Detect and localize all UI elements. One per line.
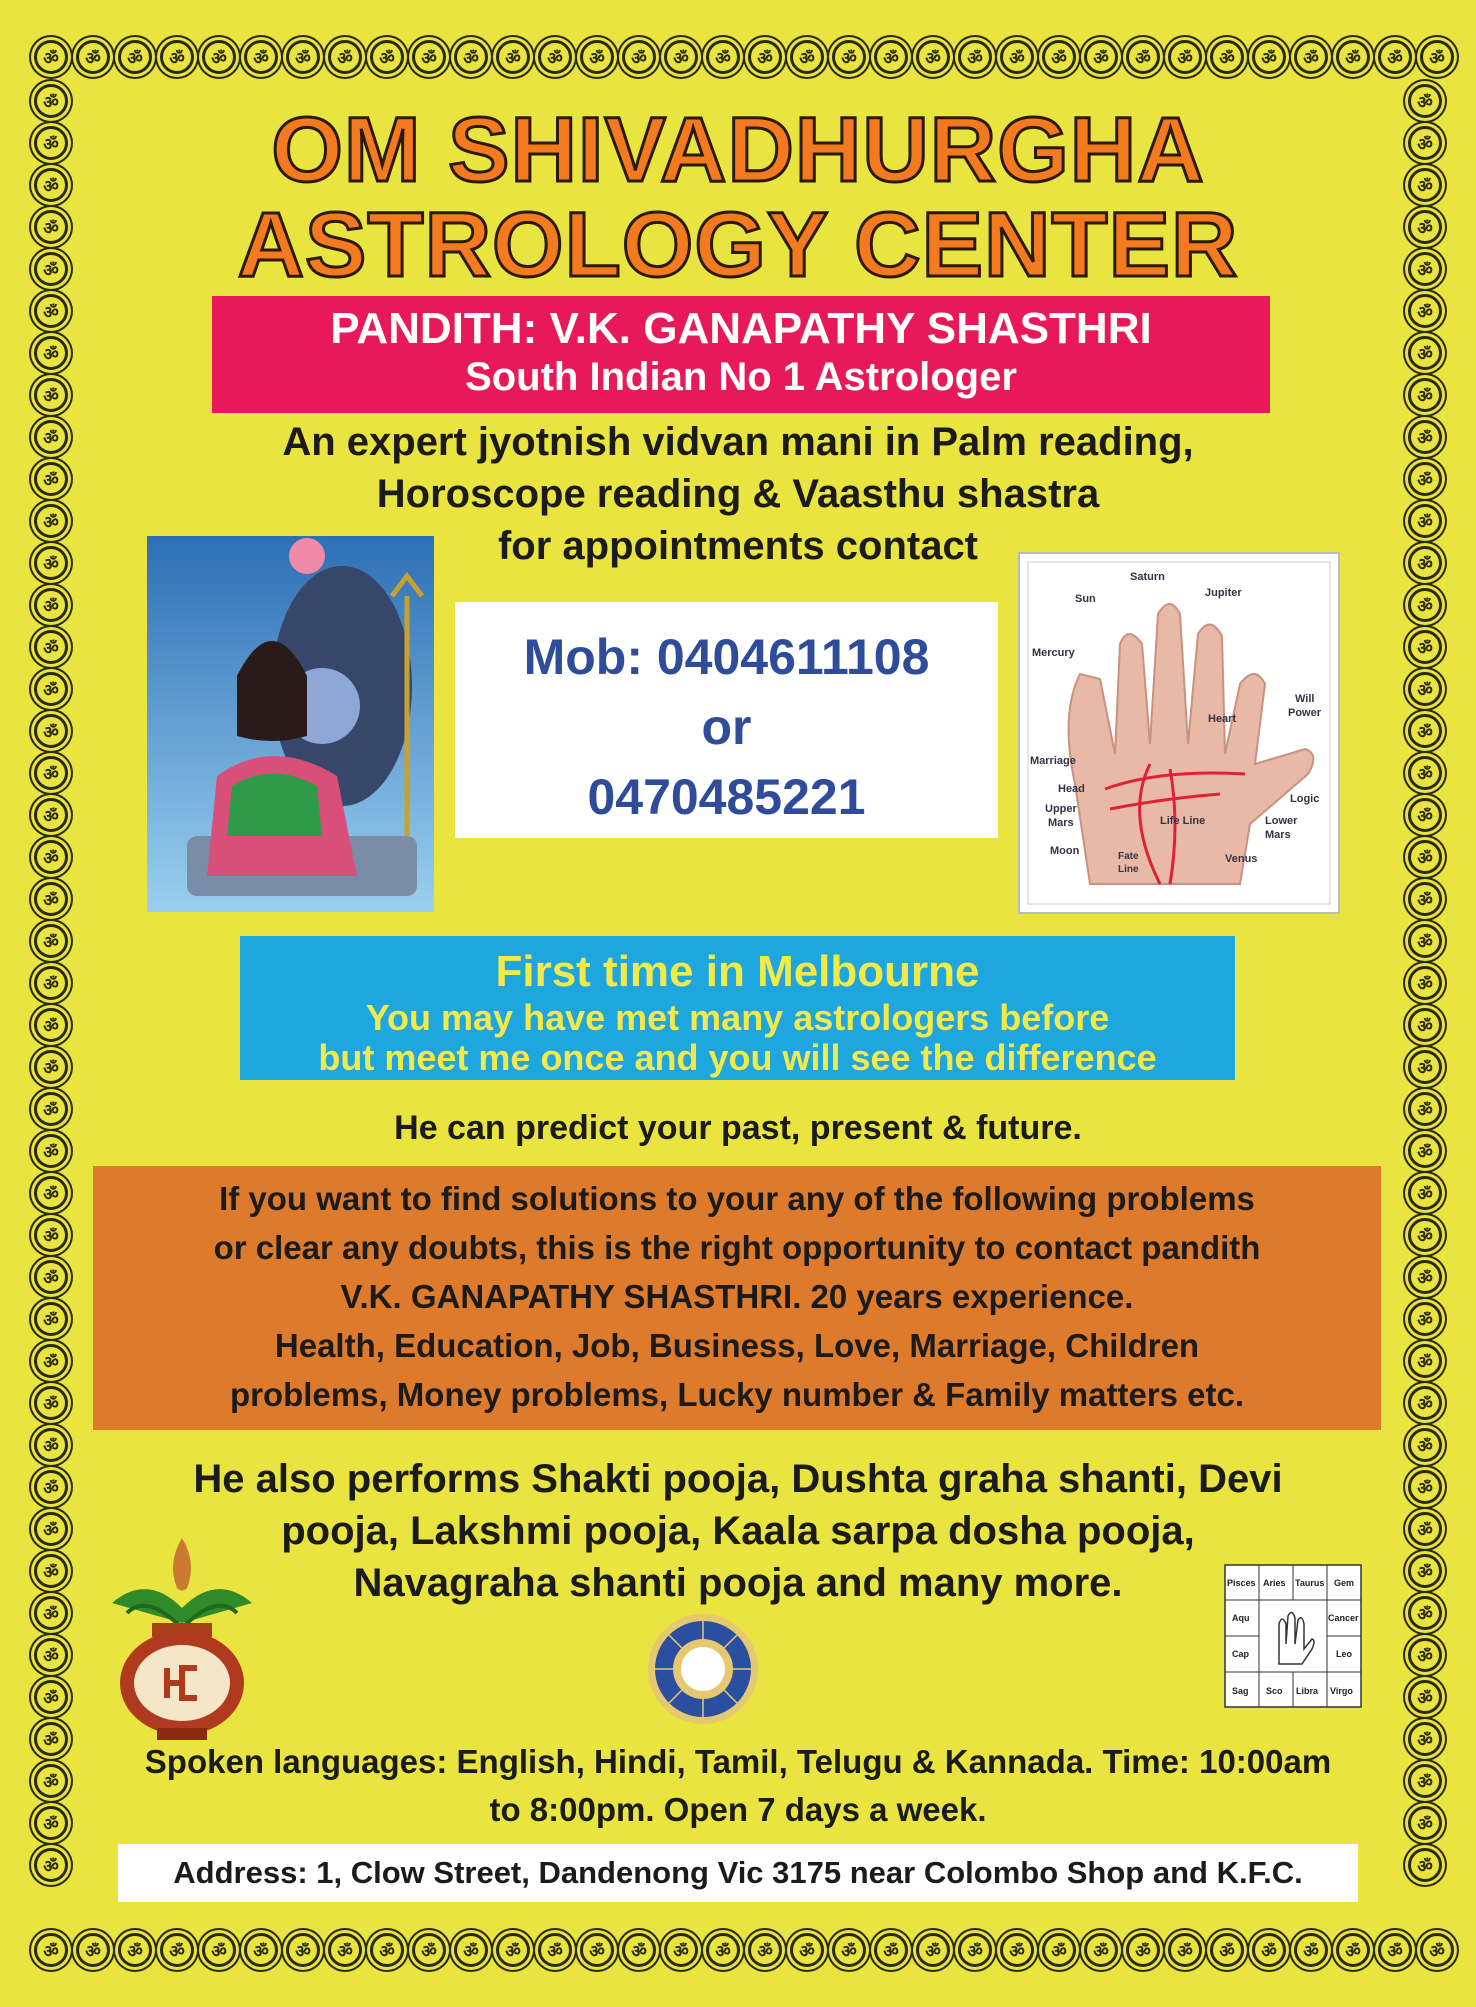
om-symbol-icon: ॐ — [1210, 40, 1244, 74]
intro-line-3: for appointments contact — [497, 524, 979, 568]
palm-label-mercury: Mercury — [1032, 647, 1075, 659]
om-symbol-icon: ॐ — [1408, 378, 1442, 412]
languages-line-2: to 8:00pm. Open 7 days a week. — [489, 1791, 987, 1828]
om-border-bottom — [34, 1933, 1462, 1967]
om-symbol-icon: ॐ — [1408, 672, 1442, 706]
om-symbol-icon: ॐ — [34, 1596, 68, 1630]
om-symbol-icon: ॐ — [1408, 1764, 1442, 1798]
om-symbol-icon: ॐ — [34, 1428, 68, 1462]
om-symbol-icon: ॐ — [832, 40, 866, 74]
zodiac-sag: Sag — [1232, 1686, 1249, 1696]
om-symbol-icon: ॐ — [1000, 40, 1034, 74]
pooja-line-1: He also performs Shakti pooja, Dushta graha shanti, Devi — [193, 1457, 1283, 1501]
title-line-1: OM SHIVADHURGHA — [271, 99, 1205, 201]
om-symbol-icon: ॐ — [34, 1344, 68, 1378]
om-symbol-icon: ॐ — [1084, 1933, 1118, 1967]
om-symbol-icon: ॐ — [1294, 40, 1328, 74]
om-symbol-icon: ॐ — [622, 1933, 656, 1967]
melbourne-line-1: You may have met many astrologers before — [365, 997, 1110, 1038]
om-symbol-icon: ॐ — [958, 1933, 992, 1967]
om-symbol-icon: ॐ — [34, 378, 68, 412]
om-symbol-icon: ॐ — [1408, 462, 1442, 496]
om-symbol-icon: ॐ — [34, 882, 68, 916]
om-symbol-icon: ॐ — [1408, 1512, 1442, 1546]
om-symbol-icon: ॐ — [160, 40, 194, 74]
problems-line-5: problems, Money problems, Lucky number & Family matters etc. — [229, 1376, 1245, 1413]
om-symbol-icon: ॐ — [34, 630, 68, 664]
om-symbol-icon: ॐ — [34, 1848, 68, 1882]
om-symbol-icon: ॐ — [790, 1933, 824, 1967]
om-symbol-icon: ॐ — [748, 1933, 782, 1967]
zodiac-pisces: Pisces — [1227, 1578, 1256, 1588]
title-line-2: ASTROLOGY CENTER — [237, 194, 1239, 296]
om-symbol-icon: ॐ — [580, 1933, 614, 1967]
contact-box — [455, 602, 998, 838]
melbourne-heading: First time in Melbourne — [495, 947, 980, 996]
palm-label-upper: Upper — [1045, 803, 1077, 815]
om-symbol-icon: ॐ — [34, 1680, 68, 1714]
om-symbol-icon: ॐ — [34, 840, 68, 874]
om-symbol-icon: ॐ — [1408, 1050, 1442, 1084]
om-symbol-icon: ॐ — [1408, 840, 1442, 874]
om-symbol-icon: ॐ — [34, 126, 68, 160]
om-symbol-icon: ॐ — [496, 1933, 530, 1967]
om-symbol-icon: ॐ — [454, 1933, 488, 1967]
om-symbol-icon: ॐ — [958, 40, 992, 74]
palm-label-saturn: Saturn — [1130, 571, 1165, 583]
om-symbol-icon: ॐ — [328, 40, 362, 74]
intro-line-2: Horoscope reading & Vaasthu shastra — [376, 472, 1100, 516]
om-symbol-icon: ॐ — [34, 420, 68, 454]
om-symbol-icon: ॐ — [1408, 1638, 1442, 1672]
pandith-name: PANDITH: V.K. GANAPATHY SHASTHRI — [330, 304, 1152, 353]
om-symbol-icon: ॐ — [916, 40, 950, 74]
zodiac-gem: Gem — [1334, 1578, 1355, 1588]
om-symbol-icon: ॐ — [1408, 1008, 1442, 1042]
om-symbol-icon: ॐ — [1408, 1302, 1442, 1336]
om-symbol-icon: ॐ — [34, 1806, 68, 1840]
om-symbol-icon: ॐ — [874, 40, 908, 74]
om-symbol-icon: ॐ — [34, 1722, 68, 1756]
om-symbol-icon: ॐ — [370, 40, 404, 74]
om-symbol-icon: ॐ — [622, 40, 656, 74]
om-symbol-icon: ॐ — [34, 1764, 68, 1798]
palm-label-lower-mars: Mars — [1265, 829, 1291, 841]
mobile-number[interactable]: Mob: 0404611108 — [523, 629, 930, 685]
om-symbol-icon: ॐ — [664, 40, 698, 74]
om-symbol-icon: ॐ — [1210, 1933, 1244, 1967]
om-symbol-icon: ॐ — [1408, 210, 1442, 244]
om-symbol-icon: ॐ — [1042, 40, 1076, 74]
om-symbol-icon: ॐ — [34, 798, 68, 832]
mobile-number-alt[interactable]: 0470485221 — [587, 769, 866, 825]
om-symbol-icon: ॐ — [412, 1933, 446, 1967]
problems-line-1: If you want to find solutions to your any of the following problems — [219, 1180, 1255, 1217]
om-symbol-icon: ॐ — [538, 1933, 572, 1967]
om-symbol-icon: ॐ — [1408, 1722, 1442, 1756]
om-symbol-icon: ॐ — [1168, 1933, 1202, 1967]
problems-line-2: or clear any doubts, this is the right opportunity to contact pandith — [213, 1229, 1261, 1266]
problems-box — [93, 1166, 1381, 1430]
om-symbol-icon: ॐ — [1420, 40, 1454, 74]
om-symbol-icon: ॐ — [1408, 252, 1442, 286]
palm-label-life-line: Life Line — [1160, 815, 1206, 827]
palm-label-marriage: Marriage — [1030, 755, 1076, 767]
om-symbol-icon: ॐ — [1408, 1470, 1442, 1504]
om-symbol-icon: ॐ — [160, 1933, 194, 1967]
om-symbol-icon: ॐ — [1408, 630, 1442, 664]
om-symbol-icon: ॐ — [1408, 1260, 1442, 1294]
om-symbol-icon: ॐ — [34, 1134, 68, 1168]
om-symbol-icon: ॐ — [1408, 924, 1442, 958]
palm-label-will: Will — [1295, 693, 1315, 705]
om-symbol-icon: ॐ — [1408, 882, 1442, 916]
address-text[interactable]: Address: 1, Clow Street, Dandenong Vic 3175 near Colombo Shop and K.F.C. — [173, 1855, 1303, 1890]
om-symbol-icon: ॐ — [118, 1933, 152, 1967]
or-label: or — [701, 699, 752, 755]
om-symbol-icon: ॐ — [496, 40, 530, 74]
zodiac-sco: Sco — [1266, 1686, 1283, 1696]
om-symbol-icon: ॐ — [1408, 1092, 1442, 1126]
om-symbol-icon: ॐ — [286, 40, 320, 74]
om-symbol-icon: ॐ — [34, 1512, 68, 1546]
zodiac-libra: Libra — [1296, 1686, 1319, 1696]
om-symbol-icon: ॐ — [34, 1386, 68, 1420]
om-symbol-icon: ॐ — [1252, 1933, 1286, 1967]
palm-label-upper-mars: Mars — [1048, 817, 1074, 829]
om-symbol-icon: ॐ — [1408, 1806, 1442, 1840]
zodiac-cap: Cap — [1232, 1649, 1250, 1659]
om-symbol-icon: ॐ — [1408, 798, 1442, 832]
om-symbol-icon: ॐ — [34, 1008, 68, 1042]
om-symbol-icon: ॐ — [1408, 1134, 1442, 1168]
om-symbol-icon: ॐ — [34, 504, 68, 538]
om-symbol-icon: ॐ — [34, 84, 68, 118]
palm-label-power: Power — [1288, 707, 1322, 719]
zodiac-aries: Aries — [1263, 1578, 1286, 1588]
om-symbol-icon: ॐ — [34, 168, 68, 202]
om-symbol-icon: ॐ — [706, 40, 740, 74]
om-symbol-icon: ॐ — [1252, 40, 1286, 74]
palm-label-lower: Lower — [1265, 815, 1298, 827]
om-symbol-icon: ॐ — [1420, 1933, 1454, 1967]
palm-label-fate-line: Line — [1118, 864, 1139, 875]
om-symbol-icon: ॐ — [1408, 336, 1442, 370]
om-symbol-icon: ॐ — [118, 40, 152, 74]
om-symbol-icon: ॐ — [1126, 1933, 1160, 1967]
om-symbol-icon: ॐ — [34, 1302, 68, 1336]
om-symbol-icon: ॐ — [1408, 546, 1442, 580]
om-symbol-icon: ॐ — [1408, 714, 1442, 748]
om-symbol-icon: ॐ — [1000, 1933, 1034, 1967]
om-symbol-icon: ॐ — [1408, 168, 1442, 202]
zodiac-taurus: Taurus — [1295, 1578, 1325, 1588]
om-symbol-icon: ॐ — [874, 1933, 908, 1967]
om-symbol-icon: ॐ — [34, 1470, 68, 1504]
om-symbol-icon: ॐ — [34, 1050, 68, 1084]
om-symbol-icon: ॐ — [34, 1092, 68, 1126]
om-symbol-icon: ॐ — [1408, 84, 1442, 118]
om-symbol-icon: ॐ — [1408, 126, 1442, 160]
om-symbol-icon: ॐ — [1408, 420, 1442, 454]
om-symbol-icon: ॐ — [34, 40, 68, 74]
om-symbol-icon: ॐ — [1378, 1933, 1412, 1967]
om-symbol-icon: ॐ — [76, 40, 110, 74]
om-symbol-icon: ॐ — [1378, 40, 1412, 74]
palm-label-moon: Moon — [1050, 845, 1080, 857]
problems-line-4: Health, Education, Job, Business, Love, Marriage, Children — [274, 1327, 1200, 1364]
palm-label-fate: Fate — [1118, 851, 1139, 862]
zodiac-cancer: Cancer — [1328, 1613, 1359, 1623]
om-symbol-icon: ॐ — [244, 40, 278, 74]
om-symbol-icon: ॐ — [34, 336, 68, 370]
om-symbol-icon: ॐ — [832, 1933, 866, 1967]
om-symbol-icon: ॐ — [34, 756, 68, 790]
om-symbol-icon: ॐ — [34, 714, 68, 748]
om-border-right — [1408, 84, 1442, 1890]
om-symbol-icon: ॐ — [1408, 504, 1442, 538]
om-symbol-icon: ॐ — [76, 1933, 110, 1967]
languages-line-1: Spoken languages: English, Hindi, Tamil, Telugu & Kannada. Time: 10:00am — [144, 1743, 1332, 1780]
zodiac-wheel-icon — [646, 1612, 760, 1726]
problems-line-3: V.K. GANAPATHY SHASTHRI. 20 years experience. — [340, 1278, 1134, 1315]
om-symbol-icon: ॐ — [286, 1933, 320, 1967]
melbourne-box — [240, 936, 1235, 1080]
zodiac-leo: Leo — [1336, 1649, 1353, 1659]
om-symbol-icon: ॐ — [34, 672, 68, 706]
om-symbol-icon: ॐ — [34, 252, 68, 286]
palm-label-venus: Venus — [1225, 853, 1258, 865]
palm-label-sun: Sun — [1075, 593, 1096, 605]
palm-label-heart: Heart — [1208, 713, 1237, 725]
om-symbol-icon: ॐ — [454, 40, 488, 74]
address-bar — [118, 1844, 1358, 1902]
palm-label-head: Head — [1058, 783, 1085, 795]
om-symbol-icon: ॐ — [202, 40, 236, 74]
palm-label-jupiter: Jupiter — [1205, 587, 1242, 599]
om-symbol-icon: ॐ — [790, 40, 824, 74]
om-symbol-icon: ॐ — [1408, 588, 1442, 622]
om-symbol-icon: ॐ — [1408, 1554, 1442, 1588]
palm-label-logic: Logic — [1290, 793, 1320, 805]
om-symbol-icon: ॐ — [1042, 1933, 1076, 1967]
om-symbol-icon: ॐ — [34, 210, 68, 244]
pooja-line-3: Navagraha shanti pooja and many more. — [353, 1561, 1123, 1605]
om-symbol-icon: ॐ — [538, 40, 572, 74]
om-symbol-icon: ॐ — [34, 588, 68, 622]
intro-line-1: An expert jyotnish vidvan mani in Palm reading, — [282, 420, 1194, 464]
om-symbol-icon: ॐ — [1408, 1386, 1442, 1420]
om-symbol-icon: ॐ — [1336, 1933, 1370, 1967]
om-symbol-icon: ॐ — [1336, 40, 1370, 74]
om-symbol-icon: ॐ — [1408, 1680, 1442, 1714]
om-symbol-icon: ॐ — [748, 40, 782, 74]
pandith-banner — [212, 296, 1270, 413]
om-border-top — [34, 40, 1462, 74]
zodiac-virgo: Virgo — [1330, 1686, 1353, 1696]
om-symbol-icon: ॐ — [916, 1933, 950, 1967]
om-symbol-icon: ॐ — [244, 1933, 278, 1967]
om-symbol-icon: ॐ — [328, 1933, 362, 1967]
om-symbol-icon: ॐ — [34, 1638, 68, 1672]
languages-text — [0, 1738, 1476, 1834]
pooja-line-2: pooja, Lakshmi pooja, Kaala sarpa dosha pooja, — [281, 1509, 1195, 1553]
om-symbol-icon: ॐ — [34, 924, 68, 958]
om-symbol-icon: ॐ — [34, 966, 68, 1000]
om-symbol-icon: ॐ — [34, 1176, 68, 1210]
palm-reading-diagram — [1018, 552, 1340, 914]
om-symbol-icon: ॐ — [370, 1933, 404, 1967]
om-symbol-icon: ॐ — [1408, 1218, 1442, 1252]
om-symbol-icon: ॐ — [1294, 1933, 1328, 1967]
om-symbol-icon: ॐ — [34, 1933, 68, 1967]
om-symbol-icon: ॐ — [34, 1554, 68, 1588]
om-symbol-icon: ॐ — [412, 40, 446, 74]
om-symbol-icon: ॐ — [580, 40, 614, 74]
zodiac-aqu: Aqu — [1232, 1613, 1250, 1623]
om-symbol-icon: ॐ — [1408, 1344, 1442, 1378]
om-symbol-icon: ॐ — [34, 1260, 68, 1294]
pandith-tagline: South Indian No 1 Astrologer — [465, 355, 1017, 399]
om-symbol-icon: ॐ — [1126, 40, 1160, 74]
om-symbol-icon: ॐ — [1168, 40, 1202, 74]
predict-text: He can predict your past, present & future. — [394, 1109, 1082, 1147]
om-symbol-icon: ॐ — [1408, 294, 1442, 328]
om-symbol-icon: ॐ — [34, 462, 68, 496]
om-symbol-icon: ॐ — [1408, 966, 1442, 1000]
melbourne-line-2: but meet me once and you will see the difference — [318, 1037, 1157, 1078]
om-border-left — [34, 84, 68, 1890]
zodiac-grid-chart — [1224, 1564, 1362, 1708]
om-symbol-icon: ॐ — [34, 294, 68, 328]
om-symbol-icon: ॐ — [34, 1218, 68, 1252]
om-symbol-icon: ॐ — [706, 1933, 740, 1967]
shiva-parvati-image — [147, 536, 434, 912]
om-symbol-icon: ॐ — [202, 1933, 236, 1967]
om-symbol-icon: ॐ — [1408, 756, 1442, 790]
om-symbol-icon: ॐ — [1084, 40, 1118, 74]
om-symbol-icon: ॐ — [1408, 1596, 1442, 1630]
om-symbol-icon: ॐ — [1408, 1428, 1442, 1462]
om-symbol-icon: ॐ — [34, 546, 68, 580]
kalasha-pot-icon — [107, 1533, 257, 1743]
om-symbol-icon: ॐ — [1408, 1176, 1442, 1210]
om-symbol-icon: ॐ — [1408, 1848, 1442, 1882]
om-symbol-icon: ॐ — [664, 1933, 698, 1967]
